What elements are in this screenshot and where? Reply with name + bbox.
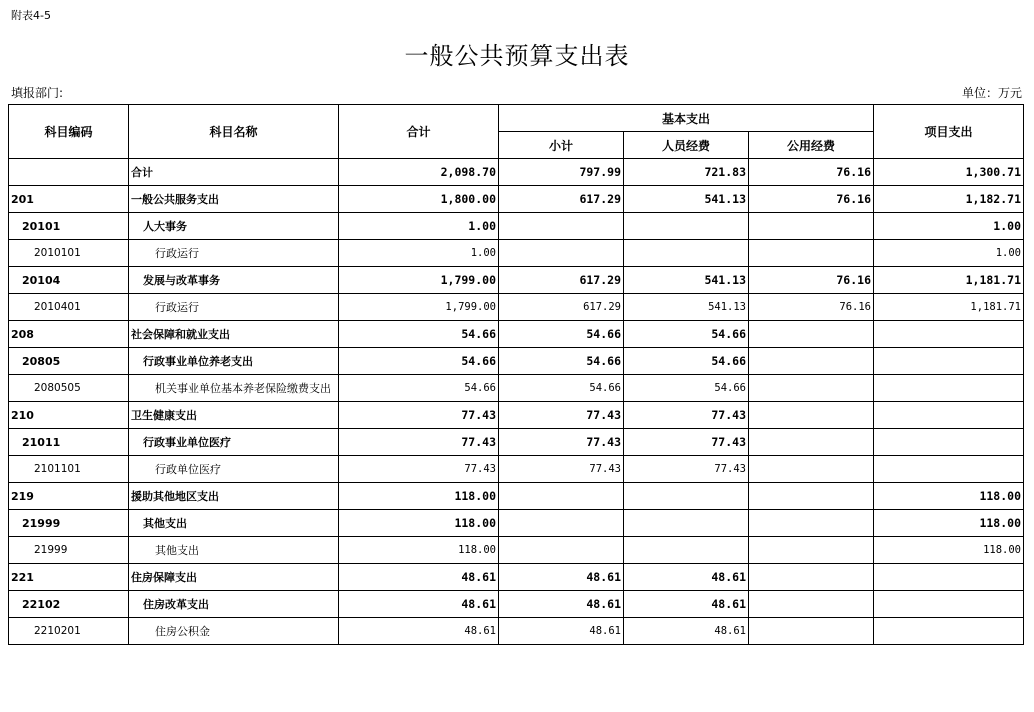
cell-project xyxy=(874,375,1024,402)
table-row xyxy=(9,267,1024,294)
cell-personnel xyxy=(624,483,749,510)
header-public: 公用经费 xyxy=(749,132,874,159)
cell-code: 2210201 xyxy=(9,618,129,645)
cell-code: 2010401 xyxy=(9,294,129,321)
cell-total: 77.43 xyxy=(339,429,499,456)
cell-public: 76.16 xyxy=(749,267,874,294)
table-body xyxy=(9,159,1024,645)
cell-subtotal: 77.43 xyxy=(499,429,624,456)
cell-public: 76.16 xyxy=(749,294,874,321)
cell-project: 1.00 xyxy=(874,213,1024,240)
cell-subtotal: 617.29 xyxy=(499,267,624,294)
table-row xyxy=(9,213,1024,240)
cell-code: 210 xyxy=(9,402,129,429)
cell-code: 21011 xyxy=(9,429,129,456)
cell-total: 118.00 xyxy=(339,510,499,537)
cell-project: 1,182.71 xyxy=(874,186,1024,213)
cell-code: 219 xyxy=(9,483,129,510)
cell-public xyxy=(749,537,874,564)
unit-label: 单位：万元 xyxy=(961,86,1022,100)
cell-subtotal: 617.29 xyxy=(499,294,624,321)
cell-code: 20104 xyxy=(9,267,129,294)
cell-public xyxy=(749,375,874,402)
table-row xyxy=(9,375,1024,402)
cell-subtotal: 77.43 xyxy=(499,402,624,429)
cell-code: 201 xyxy=(9,186,129,213)
cell-public xyxy=(749,483,874,510)
cell-project xyxy=(874,591,1024,618)
cell-total: 1,799.00 xyxy=(339,294,499,321)
cell-total: 48.61 xyxy=(339,618,499,645)
table-row xyxy=(9,591,1024,618)
table-row xyxy=(9,240,1024,267)
cell-code: 221 xyxy=(9,564,129,591)
cell-name: 合计 xyxy=(129,159,339,186)
table-row xyxy=(9,537,1024,564)
cell-project xyxy=(874,618,1024,645)
cell-public xyxy=(749,402,874,429)
cell-personnel: 721.83 xyxy=(624,159,749,186)
cell-subtotal xyxy=(499,213,624,240)
cell-subtotal: 54.66 xyxy=(499,375,624,402)
cell-code: 21999 xyxy=(9,537,129,564)
cell-personnel: 54.66 xyxy=(624,348,749,375)
cell-name: 发展与改革事务 xyxy=(129,267,339,294)
cell-total: 77.43 xyxy=(339,456,499,483)
cell-personnel: 77.43 xyxy=(624,456,749,483)
cell-public xyxy=(749,429,874,456)
cell-personnel xyxy=(624,240,749,267)
cell-project: 118.00 xyxy=(874,510,1024,537)
header-subtotal: 小计 xyxy=(499,132,624,159)
cell-project xyxy=(874,402,1024,429)
cell-name: 行政单位医疗 xyxy=(129,456,339,483)
cell-code: 2101101 xyxy=(9,456,129,483)
cell-personnel xyxy=(624,510,749,537)
cell-project: 1,181.71 xyxy=(874,267,1024,294)
cell-subtotal: 54.66 xyxy=(499,348,624,375)
cell-public: 76.16 xyxy=(749,186,874,213)
table-row xyxy=(9,510,1024,537)
cell-public xyxy=(749,591,874,618)
cell-personnel: 541.13 xyxy=(624,294,749,321)
cell-code: 20805 xyxy=(9,348,129,375)
cell-total: 1,799.00 xyxy=(339,267,499,294)
cell-code: 22102 xyxy=(9,591,129,618)
department-label: 填报部门: xyxy=(11,86,64,100)
cell-public xyxy=(749,618,874,645)
cell-total: 54.66 xyxy=(339,321,499,348)
table-row xyxy=(9,429,1024,456)
cell-personnel xyxy=(624,213,749,240)
cell-personnel: 541.13 xyxy=(624,267,749,294)
cell-total: 1,800.00 xyxy=(339,186,499,213)
cell-name: 社会保障和就业支出 xyxy=(129,321,339,348)
cell-code: 2080505 xyxy=(9,375,129,402)
cell-name: 其他支出 xyxy=(129,537,339,564)
table-row xyxy=(9,348,1024,375)
cell-public: 76.16 xyxy=(749,159,874,186)
header-project: 项目支出 xyxy=(874,105,1024,159)
cell-name: 其他支出 xyxy=(129,510,339,537)
cell-subtotal: 77.43 xyxy=(499,456,624,483)
budget-table xyxy=(8,104,1024,645)
cell-name: 住房改革支出 xyxy=(129,591,339,618)
cell-subtotal: 48.61 xyxy=(499,618,624,645)
table-row xyxy=(9,564,1024,591)
cell-project: 1.00 xyxy=(874,240,1024,267)
cell-subtotal: 48.61 xyxy=(499,591,624,618)
cell-subtotal xyxy=(499,537,624,564)
cell-project xyxy=(874,429,1024,456)
cell-public xyxy=(749,213,874,240)
cell-personnel: 48.61 xyxy=(624,591,749,618)
cell-subtotal: 48.61 xyxy=(499,564,624,591)
attachment-label: 附表4-5 xyxy=(11,9,51,22)
cell-personnel: 77.43 xyxy=(624,429,749,456)
cell-total: 2,098.70 xyxy=(339,159,499,186)
cell-total: 48.61 xyxy=(339,591,499,618)
cell-name: 卫生健康支出 xyxy=(129,402,339,429)
cell-name: 行政运行 xyxy=(129,240,339,267)
table-row xyxy=(9,618,1024,645)
cell-personnel: 54.66 xyxy=(624,321,749,348)
cell-public xyxy=(749,348,874,375)
cell-total: 1.00 xyxy=(339,213,499,240)
cell-code: 20101 xyxy=(9,213,129,240)
cell-total: 118.00 xyxy=(339,537,499,564)
cell-public xyxy=(749,564,874,591)
table-row xyxy=(9,483,1024,510)
page-title: 一般公共预算支出表 xyxy=(404,42,630,70)
cell-name: 人大事务 xyxy=(129,213,339,240)
table-row xyxy=(9,294,1024,321)
table-row xyxy=(9,321,1024,348)
cell-personnel: 541.13 xyxy=(624,186,749,213)
cell-total: 77.43 xyxy=(339,402,499,429)
cell-project: 118.00 xyxy=(874,537,1024,564)
cell-public xyxy=(749,510,874,537)
header-name: 科目名称 xyxy=(129,105,339,159)
cell-code xyxy=(9,159,129,186)
table-header xyxy=(9,105,1024,159)
cell-personnel xyxy=(624,537,749,564)
cell-name: 援助其他地区支出 xyxy=(129,483,339,510)
cell-total: 1.00 xyxy=(339,240,499,267)
cell-name: 住房公积金 xyxy=(129,618,339,645)
table-row xyxy=(9,159,1024,186)
cell-personnel: 48.61 xyxy=(624,618,749,645)
table-row xyxy=(9,186,1024,213)
cell-name: 机关事业单位基本养老保险缴费支出 xyxy=(129,375,339,402)
cell-project xyxy=(874,564,1024,591)
cell-public xyxy=(749,321,874,348)
cell-code: 21999 xyxy=(9,510,129,537)
header-personnel: 人员经费 xyxy=(624,132,749,159)
cell-project: 1,181.71 xyxy=(874,294,1024,321)
cell-subtotal xyxy=(499,240,624,267)
table-row xyxy=(9,402,1024,429)
cell-name: 行政运行 xyxy=(129,294,339,321)
cell-total: 54.66 xyxy=(339,348,499,375)
cell-code: 2010101 xyxy=(9,240,129,267)
cell-project: 1,300.71 xyxy=(874,159,1024,186)
cell-name: 住房保障支出 xyxy=(129,564,339,591)
cell-subtotal: 617.29 xyxy=(499,186,624,213)
header-code: 科目编码 xyxy=(9,105,129,159)
cell-name: 行政事业单位养老支出 xyxy=(129,348,339,375)
cell-project: 118.00 xyxy=(874,483,1024,510)
cell-name: 一般公共服务支出 xyxy=(129,186,339,213)
cell-personnel: 54.66 xyxy=(624,375,749,402)
cell-project xyxy=(874,348,1024,375)
header-basic: 基本支出 xyxy=(499,105,874,132)
cell-subtotal xyxy=(499,483,624,510)
header-total: 合计 xyxy=(339,105,499,159)
cell-subtotal: 797.99 xyxy=(499,159,624,186)
cell-code: 208 xyxy=(9,321,129,348)
cell-subtotal: 54.66 xyxy=(499,321,624,348)
cell-personnel: 48.61 xyxy=(624,564,749,591)
cell-subtotal xyxy=(499,510,624,537)
cell-project xyxy=(874,321,1024,348)
cell-public xyxy=(749,456,874,483)
cell-total: 48.61 xyxy=(339,564,499,591)
cell-total: 54.66 xyxy=(339,375,499,402)
cell-personnel: 77.43 xyxy=(624,402,749,429)
cell-name: 行政事业单位医疗 xyxy=(129,429,339,456)
table-row xyxy=(9,456,1024,483)
cell-public xyxy=(749,240,874,267)
cell-total: 118.00 xyxy=(339,483,499,510)
cell-project xyxy=(874,456,1024,483)
